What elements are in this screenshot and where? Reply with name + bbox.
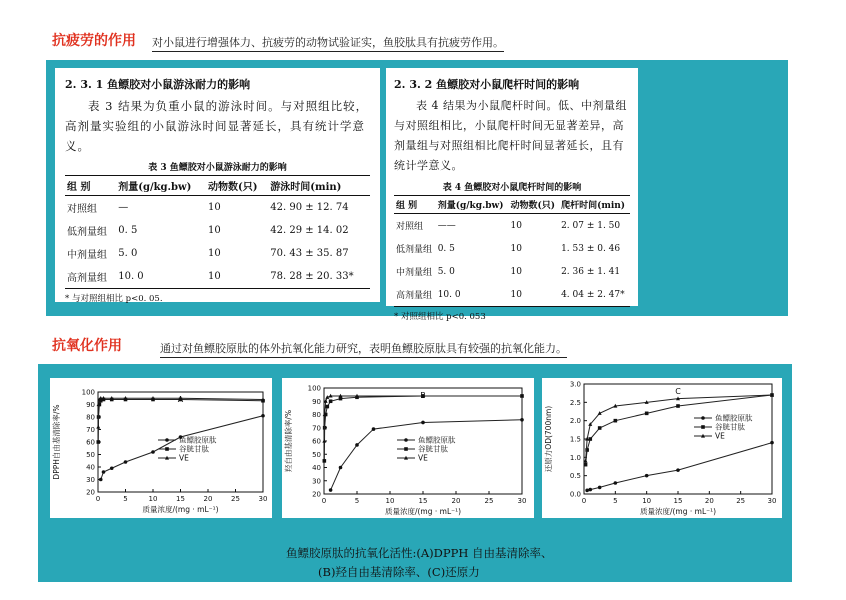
data-point: [326, 405, 330, 409]
chart-card-c: [542, 378, 782, 518]
x-tick-label: 5: [613, 497, 618, 505]
chart-a-dpph: [50, 378, 272, 518]
y-tick-label: 20: [86, 488, 95, 497]
legend-marker: [165, 447, 169, 451]
y-tick-label: 20: [312, 490, 321, 499]
table-cell: 1. 53 ± 0. 46: [561, 243, 621, 254]
x-axis-label: 质量浓度/(mg · mL⁻¹): [639, 507, 717, 516]
swim-table-note: * 与对照组相比 p<0. 05.: [65, 294, 163, 304]
y-tick-label: 80: [86, 413, 95, 422]
y-tick-label: 70: [312, 424, 321, 433]
data-point: [355, 443, 359, 447]
legend-label: 鱼鳔胶原肽: [715, 413, 753, 423]
legend-label: VE: [418, 453, 428, 463]
data-point: [372, 427, 376, 431]
legend-label: 鱼鳔胶原肽: [179, 435, 217, 445]
y-tick-label: 60: [86, 438, 95, 447]
x-tick-label: 20: [203, 495, 213, 503]
x-tick-label: 5: [354, 497, 360, 505]
chart-card-a: [50, 378, 272, 518]
table-header: 动物数(只): [508, 196, 559, 214]
x-tick-label: 0: [321, 497, 327, 505]
x-tick-label: 25: [736, 497, 746, 505]
data-point: [520, 418, 524, 422]
legend-label: 鱼鳔胶原肽: [418, 435, 456, 445]
y-tick-label: 2.0: [569, 417, 581, 426]
section-heading-antioxidant: 抗氧化作用: [52, 338, 122, 354]
table-cell: 中剂量组: [396, 268, 433, 278]
chart-card-b: [282, 378, 534, 518]
chart-b-hydroxyl: [282, 378, 534, 518]
x-tick-label: 10: [148, 495, 158, 503]
table-cell: 低剂量组: [67, 227, 107, 238]
table-cell: 5. 0: [437, 266, 455, 277]
y-tick-label: 100: [307, 384, 321, 393]
data-point: [676, 468, 680, 472]
table-cell: 10: [510, 243, 522, 254]
table-cell: ——: [437, 220, 456, 231]
y-tick-label: 80: [312, 411, 321, 419]
legend-label: 谷胱甘肽: [715, 422, 745, 432]
section-heading-anti-fatigue: 抗疲劳的作用: [52, 33, 136, 49]
y-tick-label: 100: [81, 388, 95, 397]
x-tick-label: 25: [484, 497, 494, 505]
data-point: [261, 414, 265, 418]
table-cell: 10: [510, 220, 522, 231]
y-tick-label: 50: [86, 451, 95, 459]
swim-table-caption: 表 3 鱼鳔胶对小鼠游泳耐力的影响: [148, 163, 287, 173]
swim-endurance-card: [55, 68, 380, 302]
data-point: [329, 488, 333, 492]
x-tick-label: 30: [767, 497, 777, 505]
legend-label: 谷胱甘肽: [179, 444, 209, 454]
table-row: [394, 237, 630, 260]
legend-label: 谷胱甘肽: [418, 444, 448, 454]
data-point: [124, 460, 128, 464]
data-point: [339, 466, 343, 470]
climb-table: [394, 195, 630, 307]
climb-table-note: * 对照组相比 p<0. 053: [394, 312, 486, 322]
x-tick-label: 15: [673, 497, 683, 505]
legend-marker: [701, 416, 705, 420]
y-tick-label: 0.5: [569, 472, 581, 481]
series-line: [324, 396, 522, 441]
x-axis-label: 质量浓度/(mg · mL⁻¹): [142, 505, 219, 514]
section-headline-anti-fatigue: 对小鼠进行增强体力、抗疲劳的动物试验证实，鱼胶肽具有抗疲劳作用。: [152, 34, 504, 52]
figure-caption-line1: 鱼鳔胶原肽的抗氧化活性:(A)DPPH 自由基清除率、: [286, 546, 553, 560]
y-tick-label: 1.0: [569, 453, 581, 462]
climb-section-body: 表 4 结果为小鼠爬杆时间。低、中剂量组与对照组相比，小鼠爬杆时间无显著差异，高剂量组与对照组相比爬杆时间显著延长，且有统计学意义。: [394, 99, 627, 172]
legend-label: VE: [179, 453, 189, 463]
data-point: [645, 474, 649, 478]
climb-section-title: 2. 3. 2 鱼鳔胶对小鼠爬杆时间的影响: [394, 78, 580, 91]
table-row: [65, 196, 370, 220]
section-headline-antioxidant: 通过对鱼鳔胶原肽的体外抗氧化能力研究，表明鱼鳔胶原肽具有较强的抗氧化能力。: [160, 340, 567, 358]
table-cell: 10: [208, 202, 221, 213]
x-tick-label: 15: [418, 497, 428, 505]
data-point: [588, 488, 592, 492]
table-cell: 4. 04 ± 2. 47*: [559, 283, 630, 307]
data-point: [645, 412, 649, 416]
y-axis-label: DPPH自由基清除率/%: [52, 404, 61, 480]
data-point: [421, 421, 425, 425]
table-cell: 42. 90 ± 12. 74: [270, 202, 349, 213]
climb-table-caption: 表 4 鱼鳔胶对小鼠爬杆时间的影响: [442, 183, 582, 193]
y-tick-label: 90: [86, 401, 95, 409]
x-tick-label: 30: [258, 495, 268, 503]
table-row: [394, 214, 630, 238]
y-tick-label: 40: [86, 463, 95, 472]
data-point: [598, 486, 602, 490]
table-header: 剂量(g/kg.bw): [116, 176, 206, 196]
x-tick-label: 10: [385, 497, 395, 505]
y-tick-label: 1.5: [569, 435, 581, 444]
table-row: [65, 219, 370, 242]
data-point: [151, 450, 155, 454]
plot-frame: [584, 384, 772, 494]
table-row: [394, 283, 630, 307]
chart-title: C: [675, 387, 681, 396]
table-cell: 10: [208, 225, 221, 236]
table-cell: 2. 07 ± 1. 50: [561, 220, 621, 231]
y-tick-label: 90: [312, 397, 321, 406]
table-cell: —: [118, 202, 129, 213]
data-point: [588, 437, 592, 441]
data-point: [99, 478, 103, 482]
table-header: 动物数(只): [206, 176, 268, 196]
table-cell: 10: [208, 248, 221, 259]
x-tick-label: 30: [517, 497, 527, 505]
table-row: [65, 242, 370, 265]
table-cell: 10: [206, 265, 268, 289]
table-cell: 对照组: [67, 204, 97, 215]
y-tick-label: 50: [312, 450, 321, 459]
y-axis-label: 还原力OD(700nm): [544, 405, 553, 473]
x-tick-label: 5: [123, 495, 128, 503]
swim-section-title: 2. 3. 1 鱼鳔胶对小鼠游泳耐力的影响: [65, 78, 251, 91]
data-point: [102, 470, 106, 474]
x-tick-label: 10: [642, 497, 652, 505]
y-tick-label: 2.5: [569, 398, 581, 407]
table-cell: 对照组: [396, 222, 424, 232]
data-point: [676, 404, 680, 408]
table-cell: 5. 0: [118, 248, 138, 259]
y-tick-label: 3.0: [569, 380, 581, 389]
table-header: 游泳时间(min): [268, 176, 370, 196]
swim-table: [65, 175, 370, 289]
y-tick-label: 30: [312, 477, 321, 486]
table-header: 组 别: [394, 196, 436, 214]
legend-label: VE: [715, 431, 725, 441]
table-cell: 低剂量组: [396, 245, 433, 255]
chart-c-reducing-power: [542, 378, 782, 518]
y-axis-label: 羟自由基清除率/%: [284, 409, 293, 473]
legend-marker: [165, 438, 169, 442]
legend-marker: [701, 425, 705, 429]
y-tick-label: 60: [312, 437, 321, 446]
table-cell: 78. 28 ± 20. 33*: [268, 265, 370, 289]
table-cell: 10. 0: [436, 283, 509, 307]
y-tick-label: 70: [86, 426, 95, 434]
table-cell: 70. 43 ± 35. 87: [270, 248, 349, 259]
x-axis-label: 质量浓度/(mg · mL⁻¹): [384, 507, 462, 516]
data-point: [96, 440, 100, 444]
data-point: [110, 466, 114, 470]
y-tick-label: 40: [312, 464, 321, 472]
legend-marker: [404, 438, 408, 442]
data-point: [584, 463, 588, 467]
x-tick-label: 25: [231, 495, 240, 503]
table-cell: 2. 36 ± 1. 41: [561, 266, 621, 277]
data-point: [323, 459, 327, 463]
data-point: [598, 426, 602, 430]
x-tick-label: 0: [95, 495, 101, 503]
table-cell: 0. 5: [118, 225, 138, 236]
y-tick-label: 30: [86, 476, 95, 484]
figure-caption-line2: (B)羟自由基清除率、(C)还原力: [318, 565, 480, 579]
table-row: [65, 265, 370, 289]
table-cell: 中剂量组: [67, 250, 107, 261]
data-point: [585, 489, 589, 493]
table-cell: 高剂量组: [394, 283, 436, 307]
x-tick-label: 20: [451, 497, 461, 505]
table-cell: 10. 0: [116, 265, 206, 289]
table-cell: 42. 29 ± 14. 02: [270, 225, 349, 236]
climb-time-card: [386, 68, 638, 322]
legend-marker: [404, 447, 408, 451]
table-header: 爬杆时间(min): [559, 196, 630, 214]
data-point: [96, 425, 100, 429]
data-point: [614, 419, 618, 423]
x-tick-label: 15: [176, 495, 185, 503]
y-tick-label: 0.0: [569, 490, 581, 499]
table-cell: 高剂量组: [65, 265, 116, 289]
x-tick-label: 20: [704, 497, 714, 505]
data-point: [614, 481, 618, 485]
table-cell: 0. 5: [437, 243, 455, 254]
table-cell: 10: [508, 283, 559, 307]
data-point: [329, 399, 333, 403]
x-tick-label: 0: [581, 497, 587, 505]
swim-section-body: 表 3 结果为负重小鼠的游泳时间。与对照组比较，高剂量实验组的小鼠游泳时间显著延长，具有统计学意义。: [65, 99, 369, 153]
table-header: 组 别: [65, 176, 116, 196]
table-header: 剂量(g/kg.bw): [436, 196, 509, 214]
data-point: [770, 441, 774, 445]
table-cell: 10: [510, 266, 522, 277]
table-row: [394, 260, 630, 283]
